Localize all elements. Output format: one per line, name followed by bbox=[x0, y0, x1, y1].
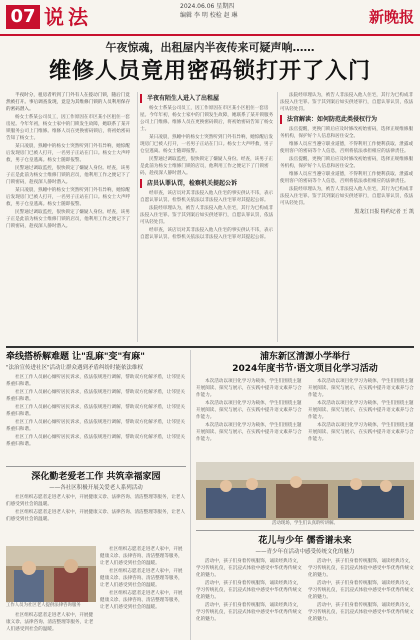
story-bottom-right-body-2 bbox=[308, 558, 414, 638]
lead-byline: 黑龙江日报 特约记者 王 凯 bbox=[354, 209, 414, 215]
paragraph: 维修人员应当遵守职业道德，不得利用工作便利获取、泄露或使用客户的密码等个人信息，否则将依法承担相应的法律责任。 bbox=[280, 172, 414, 184]
column-divider bbox=[190, 350, 191, 640]
story-bottom-left-body-2 bbox=[100, 546, 186, 636]
paragraph: 社区工作人员耐心倾听居民诉求，依法依规进行调解，帮助双方化解矛盾，让邻里关系重归和谐。 bbox=[6, 405, 185, 417]
paragraph: 活动中，孩子们身着传统服饰，诵读经典诗文，学习传统礼仪，在沉浸式体验中感受中华优秀传统文化的魅力。 bbox=[308, 581, 414, 600]
editor-line: 编辑 李 明 校检 赵 琳 bbox=[180, 12, 238, 19]
elderly-care-photo bbox=[6, 546, 96, 602]
paragraph: 社区组织志愿者走进老人家中，开展健康义诊、法律咨询、清洁整理等服务，让老人们感受到社会的温暖。 bbox=[100, 547, 183, 566]
lead-column-1 bbox=[6, 92, 134, 342]
paragraph: 法院经审理认为，被告人非法侵入他人住宅，其行为已构成非法侵入住宅罪。鉴于其到案后如实供述罪行，自愿认罪认罚，依法可从轻处罚。 bbox=[140, 206, 274, 225]
paragraph: 本次活动以项目化学习为载体，学生们围绕主题开展阅读、探究与展示，在实践中提升语文素养与合作能力。 bbox=[196, 423, 302, 442]
paragraph: 社区工作人员耐心倾听居民诉求，依法依规进行调解，帮助双方化解矛盾，让邻里关系重归和谐。 bbox=[6, 375, 185, 387]
lead-subhead-1: 半夜有陌生人进入了出租屋 bbox=[140, 94, 274, 103]
paragraph: 社区组织志愿者走进老人家中，开展健康义诊、法律咨询、清洁整理等服务，让老人们感受到社会的温暖。 bbox=[100, 591, 183, 610]
paragraph: 某日凌晨，熟睡中的杨女士突然听到门外有异响，她惊醒后发现房门已被人打开，一名男子正站在门口。杨女士大声呼救，男子仓皇逃离。杨女士随即报警。 bbox=[140, 135, 274, 154]
paragraph: 民警通过调取监控，很快锁定了嫌疑人身份。经查，该男子正是此前为杨女士维修门锁的店员，他利用工作之便记下了门锁密码，趁夜深人静时潜入。 bbox=[140, 157, 274, 176]
paragraph: 社区工作人员耐心倾听居民诉求，依法依规进行调解，帮助双方化解矛盾，让邻里关系重归和谐。 bbox=[6, 435, 185, 447]
issue-date: 2024.06.06 星期四 bbox=[180, 3, 235, 10]
section-divider bbox=[6, 466, 186, 467]
story-middle-body-1 bbox=[196, 378, 304, 462]
paragraph: 活动中，孩子们身着传统服饰，诵读经典诗文，学习传统礼仪，在沉浸式体验中感受中华优秀传统文化的魅力。 bbox=[308, 603, 414, 622]
story-bottom-left-body-3 bbox=[6, 612, 96, 638]
paragraph: 法官提醒，更换门锁后应及时修改初始密码，选择正规维修服务机构，保护好个人信息和居住安全。 bbox=[280, 127, 414, 139]
paragraph: 本次活动以项目化学习为载体，学生们围绕主题开展阅读、探究与展示，在实践中提升语文素养与合作能力。 bbox=[308, 401, 414, 420]
lead-kicker: 午夜惊魂，出租屋内半夜传来可疑声响…… bbox=[105, 41, 315, 54]
story-middle-title-2: 2024年度书节·语文项目化学习活动 bbox=[232, 364, 378, 374]
paragraph: 活动中，孩子们身着传统服饰，诵读经典诗文，学习传统礼仪，在沉浸式体验中感受中华优秀传统文化的魅力。 bbox=[196, 603, 302, 622]
story-middle-body-2 bbox=[308, 378, 414, 462]
paragraph: 活动中，孩子们身着传统服饰，诵读经典诗文，学习传统礼仪，在沉浸式体验中感受中华优秀传统文化的魅力。 bbox=[308, 559, 414, 578]
story-bottom-left-body bbox=[6, 494, 186, 544]
paragraph: 民警通过调取监控，很快锁定了嫌疑人身份。经查，该男子正是此前为杨女士维修门锁的店员，他利用工作之便记下了门锁密码，趁夜深人静时潜入。 bbox=[6, 210, 131, 229]
lead-column-3 bbox=[280, 92, 414, 342]
story-bottom-right-title: 花儿与少年 儒香谱未来 bbox=[258, 536, 352, 546]
lead-subhead-2: 店员认罪认罚，检察机关提起公诉 bbox=[140, 179, 274, 188]
paragraph: 杨女士系某公司员工，因工作原因在市区某小区租住一套房屋。今年年初，杨女士家中的门锁发生故障，她联系了某开锁服务公司上门维修。维修人员在更换密码锁后，将初始密码告知了杨女士。 bbox=[140, 106, 274, 132]
paragraph: 杨女士系某公司员工，因工作原因在市区某小区租住一套房屋。今年年初，杨女士家中的门锁发生故障，她联系了某开锁服务公司上门维修。维修人员在更换密码锁后，将初始密码告知了杨女士。 bbox=[6, 115, 131, 141]
paragraph: 社区组织志愿者走进老人家中，开展健康义诊、法律咨询、清洁整理等服务，让老人们感受到社会的温暖。 bbox=[6, 495, 185, 507]
lead-subhead-3: 法官解读：如何防范此类侵权行为 bbox=[280, 115, 414, 124]
story-bottom-right-body-1 bbox=[196, 558, 302, 638]
lead-column-2 bbox=[140, 92, 274, 342]
paragraph: 某日凌晨，熟睡中的杨女士突然听到门外有异响，她惊醒后发现房门已被人打开，一名男子正站在门口。杨女士大声呼救，男子仓皇逃离。杨女士随即报警。 bbox=[6, 144, 131, 163]
column-divider bbox=[277, 92, 278, 342]
paragraph: 社区工作人员耐心倾听居民诉求，依法依规进行调解，帮助双方化解矛盾，让邻里关系重归和谐。 bbox=[6, 390, 185, 402]
photo-caption: 工作人员为社区老人提供法律咨询服务 bbox=[6, 603, 81, 608]
paragraph: 社区组织志愿者走进老人家中，开展健康义诊、法律咨询、清洁整理等服务，让老人们感受到社会的温暖。 bbox=[6, 510, 185, 522]
paragraph: 某日凌晨，熟睡中的杨女士突然听到门外有异响，她惊醒后发现房门已被人打开，一名男子正站在门口。杨女士大声呼救，男子仓皇逃离。杨女士随即报警。 bbox=[6, 188, 131, 207]
paragraph: 本次活动以项目化学习为载体，学生们围绕主题开展阅读、探究与展示，在实践中提升语文素养与合作能力。 bbox=[196, 401, 302, 420]
paragraph: 社区组织志愿者走进老人家中，开展健康义诊、法律咨询、清洁整理等服务，让老人们感受到社会的温暖。 bbox=[100, 569, 183, 588]
paragraph: 经审查，该店员对其非法侵入他人住宅的事实供认不讳，表示自愿认罪认罚。检察机关依法以非法侵入住宅罪对其提起公诉。 bbox=[140, 191, 274, 203]
paragraph: 经审查，该店员对其非法侵入他人住宅的事实供认不讳，表示自愿认罪认罚。检察机关依法以非法侵入住宅罪对其提起公诉。 bbox=[140, 228, 274, 240]
story-left-subtitle: "法治宣传进社区"活动让群众遇到矛盾纠纷时能依法维权 bbox=[6, 365, 144, 371]
story-bottom-left-subtitle: ——各社区积极开展关爱老人系列活动 bbox=[49, 485, 143, 491]
paragraph: 社区组织志愿者走进老人家中，开展健康义诊、法律咨询、清洁整理等服务，让老人们感受到社会的温暖。 bbox=[6, 613, 94, 632]
paragraph: 本次活动以项目化学习为载体，学生们围绕主题开展阅读、探究与展示，在实践中提升语文素养与合作能力。 bbox=[308, 423, 414, 442]
section-divider bbox=[6, 346, 414, 348]
masthead bbox=[0, 0, 420, 36]
paragraph: 法院经审理认为，被告人非法侵入他人住宅，其行为已构成非法侵入住宅罪。鉴于其到案后如实供述罪行，自愿认罪认罚，依法可从轻处罚。 bbox=[280, 93, 414, 112]
story-middle-title: 浦东新区清源小学举行 bbox=[259, 352, 350, 362]
paragraph: 维修人员应当遵守职业道德，不得利用工作便利获取、泄露或使用客户的密码等个人信息，否则将依法承担相应的法律责任。 bbox=[280, 142, 414, 154]
photo-caption: 活动现场，学生们认真聆听讲解。 bbox=[272, 521, 338, 526]
lead-headline: 维修人员竟用密码锁打开了入门 bbox=[48, 59, 371, 84]
column-divider bbox=[137, 92, 138, 342]
masthead-info bbox=[180, 2, 330, 20]
paragraph: 法官提醒，更换门锁后应及时修改初始密码，选择正规维修服务机构，保护好个人信息和居住安全。 bbox=[280, 157, 414, 169]
newspaper-logo: 新晚报 bbox=[368, 8, 414, 26]
lead-intro: 半夜时分，租房者听到了门外有人在拨动门锁，随后门竟然被打开。事后调查发现，竟是为其维修门锁的人员利用保存的密码潜入。 bbox=[6, 93, 131, 112]
classroom-photo bbox=[196, 462, 414, 520]
paragraph: 社区工作人员耐心倾听居民诉求，依法依规进行调解，帮助双方化解矛盾，让邻里关系重归和谐。 bbox=[6, 420, 185, 432]
paragraph: 活动中，孩子们身着传统服饰，诵读经典诗文，学习传统礼仪，在沉浸式体验中感受中华优秀传统文化的魅力。 bbox=[196, 559, 302, 578]
story-bottom-right-subtitle: ——青少年在活动中感受传统文化的魅力 bbox=[255, 549, 355, 555]
paragraph: 民警通过调取监控，很快锁定了嫌疑人身份。经查，该男子正是此前为杨女士维修门锁的店员，他利用工作之便记下了门锁密码，趁夜深人静时潜入。 bbox=[6, 166, 131, 185]
section-divider bbox=[196, 530, 414, 531]
section-title: 说法 bbox=[44, 5, 92, 29]
page-number: 07 bbox=[6, 5, 40, 29]
paragraph: 本次活动以项目化学习为载体，学生们围绕主题开展阅读、探究与展示，在实践中提升语文素养与合作能力。 bbox=[308, 379, 414, 398]
paragraph: 活动中，孩子们身着传统服饰，诵读经典诗文，学习传统礼仪，在沉浸式体验中感受中华优秀传统文化的魅力。 bbox=[196, 581, 302, 600]
story-left-title: 牵线搭桥解难题 让"乱麻"变"有麻" bbox=[6, 352, 145, 362]
paragraph: 本次活动以项目化学习为载体，学生们围绕主题开展阅读、探究与展示，在实践中提升语文素养与合作能力。 bbox=[196, 379, 302, 398]
paragraph: 法院经审理认为，被告人非法侵入他人住宅，其行为已构成非法侵入住宅罪。鉴于其到案后如实供述罪行，自愿认罪认罚，依法可从轻处罚。 bbox=[280, 187, 414, 206]
story-bottom-left-title: 深化勤老爱老工作 共筑幸福家园 bbox=[31, 472, 161, 482]
story-left-body bbox=[6, 374, 186, 462]
